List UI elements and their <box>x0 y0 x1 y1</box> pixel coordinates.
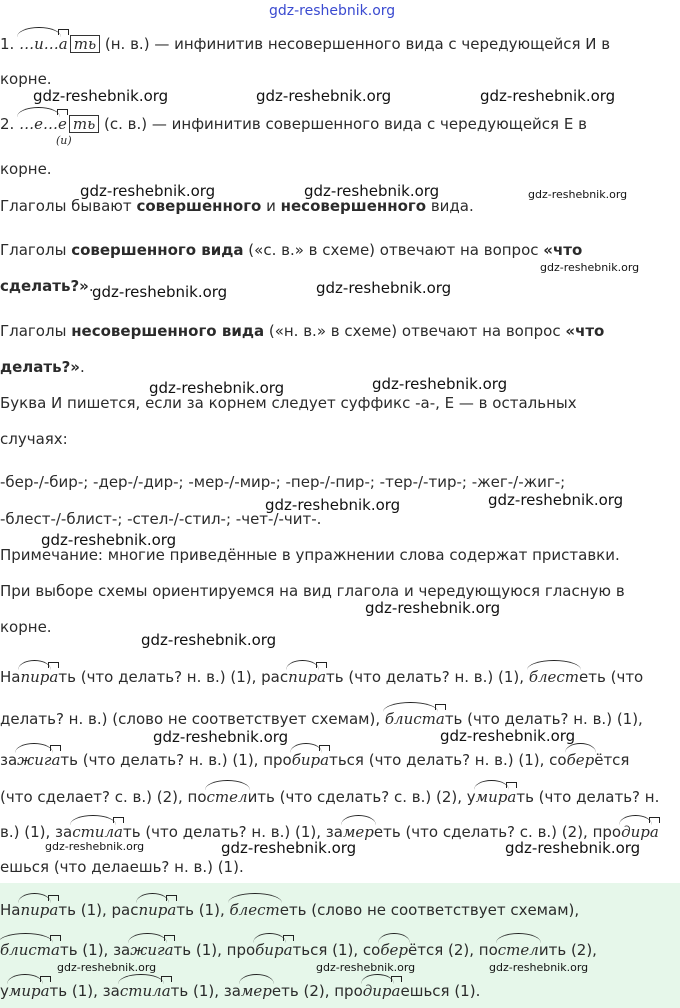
watermark: gdz-reshebnik.org <box>41 531 177 549</box>
watermark: gdz-reshebnik.org <box>33 87 169 105</box>
watermark: gdz-reshebnik.org <box>480 87 616 105</box>
answer-line: Напирать (1), распирать (1), блестеть (слово не соответствует схемам), <box>0 901 580 919</box>
watermark: gdz-reshebnik.org <box>153 728 289 746</box>
scheme-vowel: е (и) <box>55 115 72 147</box>
scheme-root: …и… <box>19 35 59 53</box>
watermark: gdz-reshebnik.org <box>316 279 452 297</box>
watermark: gdz-reshebnik.org <box>80 182 216 200</box>
paragraph-imperfective: Глаголы несовершенного вида («н. в.» в схеме) отвечают на вопрос «что <box>0 322 605 340</box>
watermark: gdz-reshebnik.org <box>45 840 145 853</box>
scheme-ending: ть <box>70 35 100 53</box>
watermark: gdz-reshebnik.org <box>57 961 157 974</box>
scheme-2: 2. …е…е (и) ть (с. в.) — инфинитив совершенного вида с чередующейся Е в <box>0 115 587 147</box>
watermark: gdz-reshebnik.org <box>489 961 589 974</box>
paragraph-choice: При выборе схемы ориентируемся на вид глагола и чередующуюся гласную в <box>0 582 625 600</box>
watermark: gdz-reshebnik.org <box>221 839 357 857</box>
watermark: gdz-reshebnik.org <box>304 182 440 200</box>
watermark: gdz-reshebnik.org <box>92 283 228 301</box>
paragraph-perfective: Глаголы совершенного вида («с. в.» в схеме) отвечают на вопрос «что <box>0 241 583 259</box>
paragraph-rule: Буква И пишется, если за корнем следует суффикс -а-, Е — в остальных <box>0 394 577 412</box>
scheme-root: …е… <box>19 115 58 133</box>
watermark: gdz-reshebnik.org <box>269 3 396 19</box>
watermark: gdz-reshebnik.org <box>440 727 576 745</box>
watermark: gdz-reshebnik.org <box>372 375 508 393</box>
watermark: gdz-reshebnik.org <box>540 261 640 274</box>
scheme-vowel: а <box>58 35 68 53</box>
watermark: gdz-reshebnik.org <box>265 496 401 514</box>
watermark: gdz-reshebnik.org <box>528 188 628 201</box>
watermark: gdz-reshebnik.org <box>365 599 501 617</box>
analysis-line: в.) (1), застилать (что делать? н. в.) (1), замереть (что сделать? с. в.) (2), продира <box>0 823 659 841</box>
watermark: gdz-reshebnik.org <box>149 379 285 397</box>
analysis-line: (что сделает? с. в.) (2), постелить (что сделать? с. в.) (2), умирать (что делать? н. <box>0 788 660 806</box>
analysis-line: ешься (что делаешь? н. в.) (1). <box>0 858 244 876</box>
watermark: gdz-reshebnik.org <box>256 87 392 105</box>
paragraph-kinds: Глаголы бывают совершенного и несовершенного вида. <box>0 197 474 215</box>
analysis-line: делать? н. в.) (слово не соответствует схемам), блистать (что делать? н. в.) (1), <box>0 710 643 728</box>
scheme-1: 1. …и…а ть (н. в.) — инфинитив несовершенного вида с чередующейся И в <box>0 35 611 53</box>
analysis-line: Напирать (что делать? н. в.) (1), распирать (что делать? н. в.) (1), блестеть (что <box>0 668 644 686</box>
paragraph-note: Примечание: многие приведённые в упражнении слова содержат приставки. <box>0 546 620 564</box>
watermark: gdz-reshebnik.org <box>505 839 641 857</box>
watermark: gdz-reshebnik.org <box>141 631 277 649</box>
watermark: gdz-reshebnik.org <box>488 491 624 509</box>
scheme-ending: ть <box>69 115 99 133</box>
paragraph-roots: -бер-/-бир-; -дер-/-дир-; -мер-/-мир-; -пер-/-пир-; -тер-/-тир-; -жег-/-жиг-; <box>0 473 566 491</box>
analysis-line: зажигать (что делать? н. в.) (1), пробираться (что делать? н. в.) (1), соберётся <box>0 751 630 769</box>
answer-line: блистать (1), зажигать (1), пробираться (1), соберётся (2), постелить (2), <box>0 941 597 959</box>
answer-line: умирать (1), застилать (1), замереть (2), продираешься (1). <box>0 982 481 1000</box>
watermark: gdz-reshebnik.org <box>316 961 416 974</box>
